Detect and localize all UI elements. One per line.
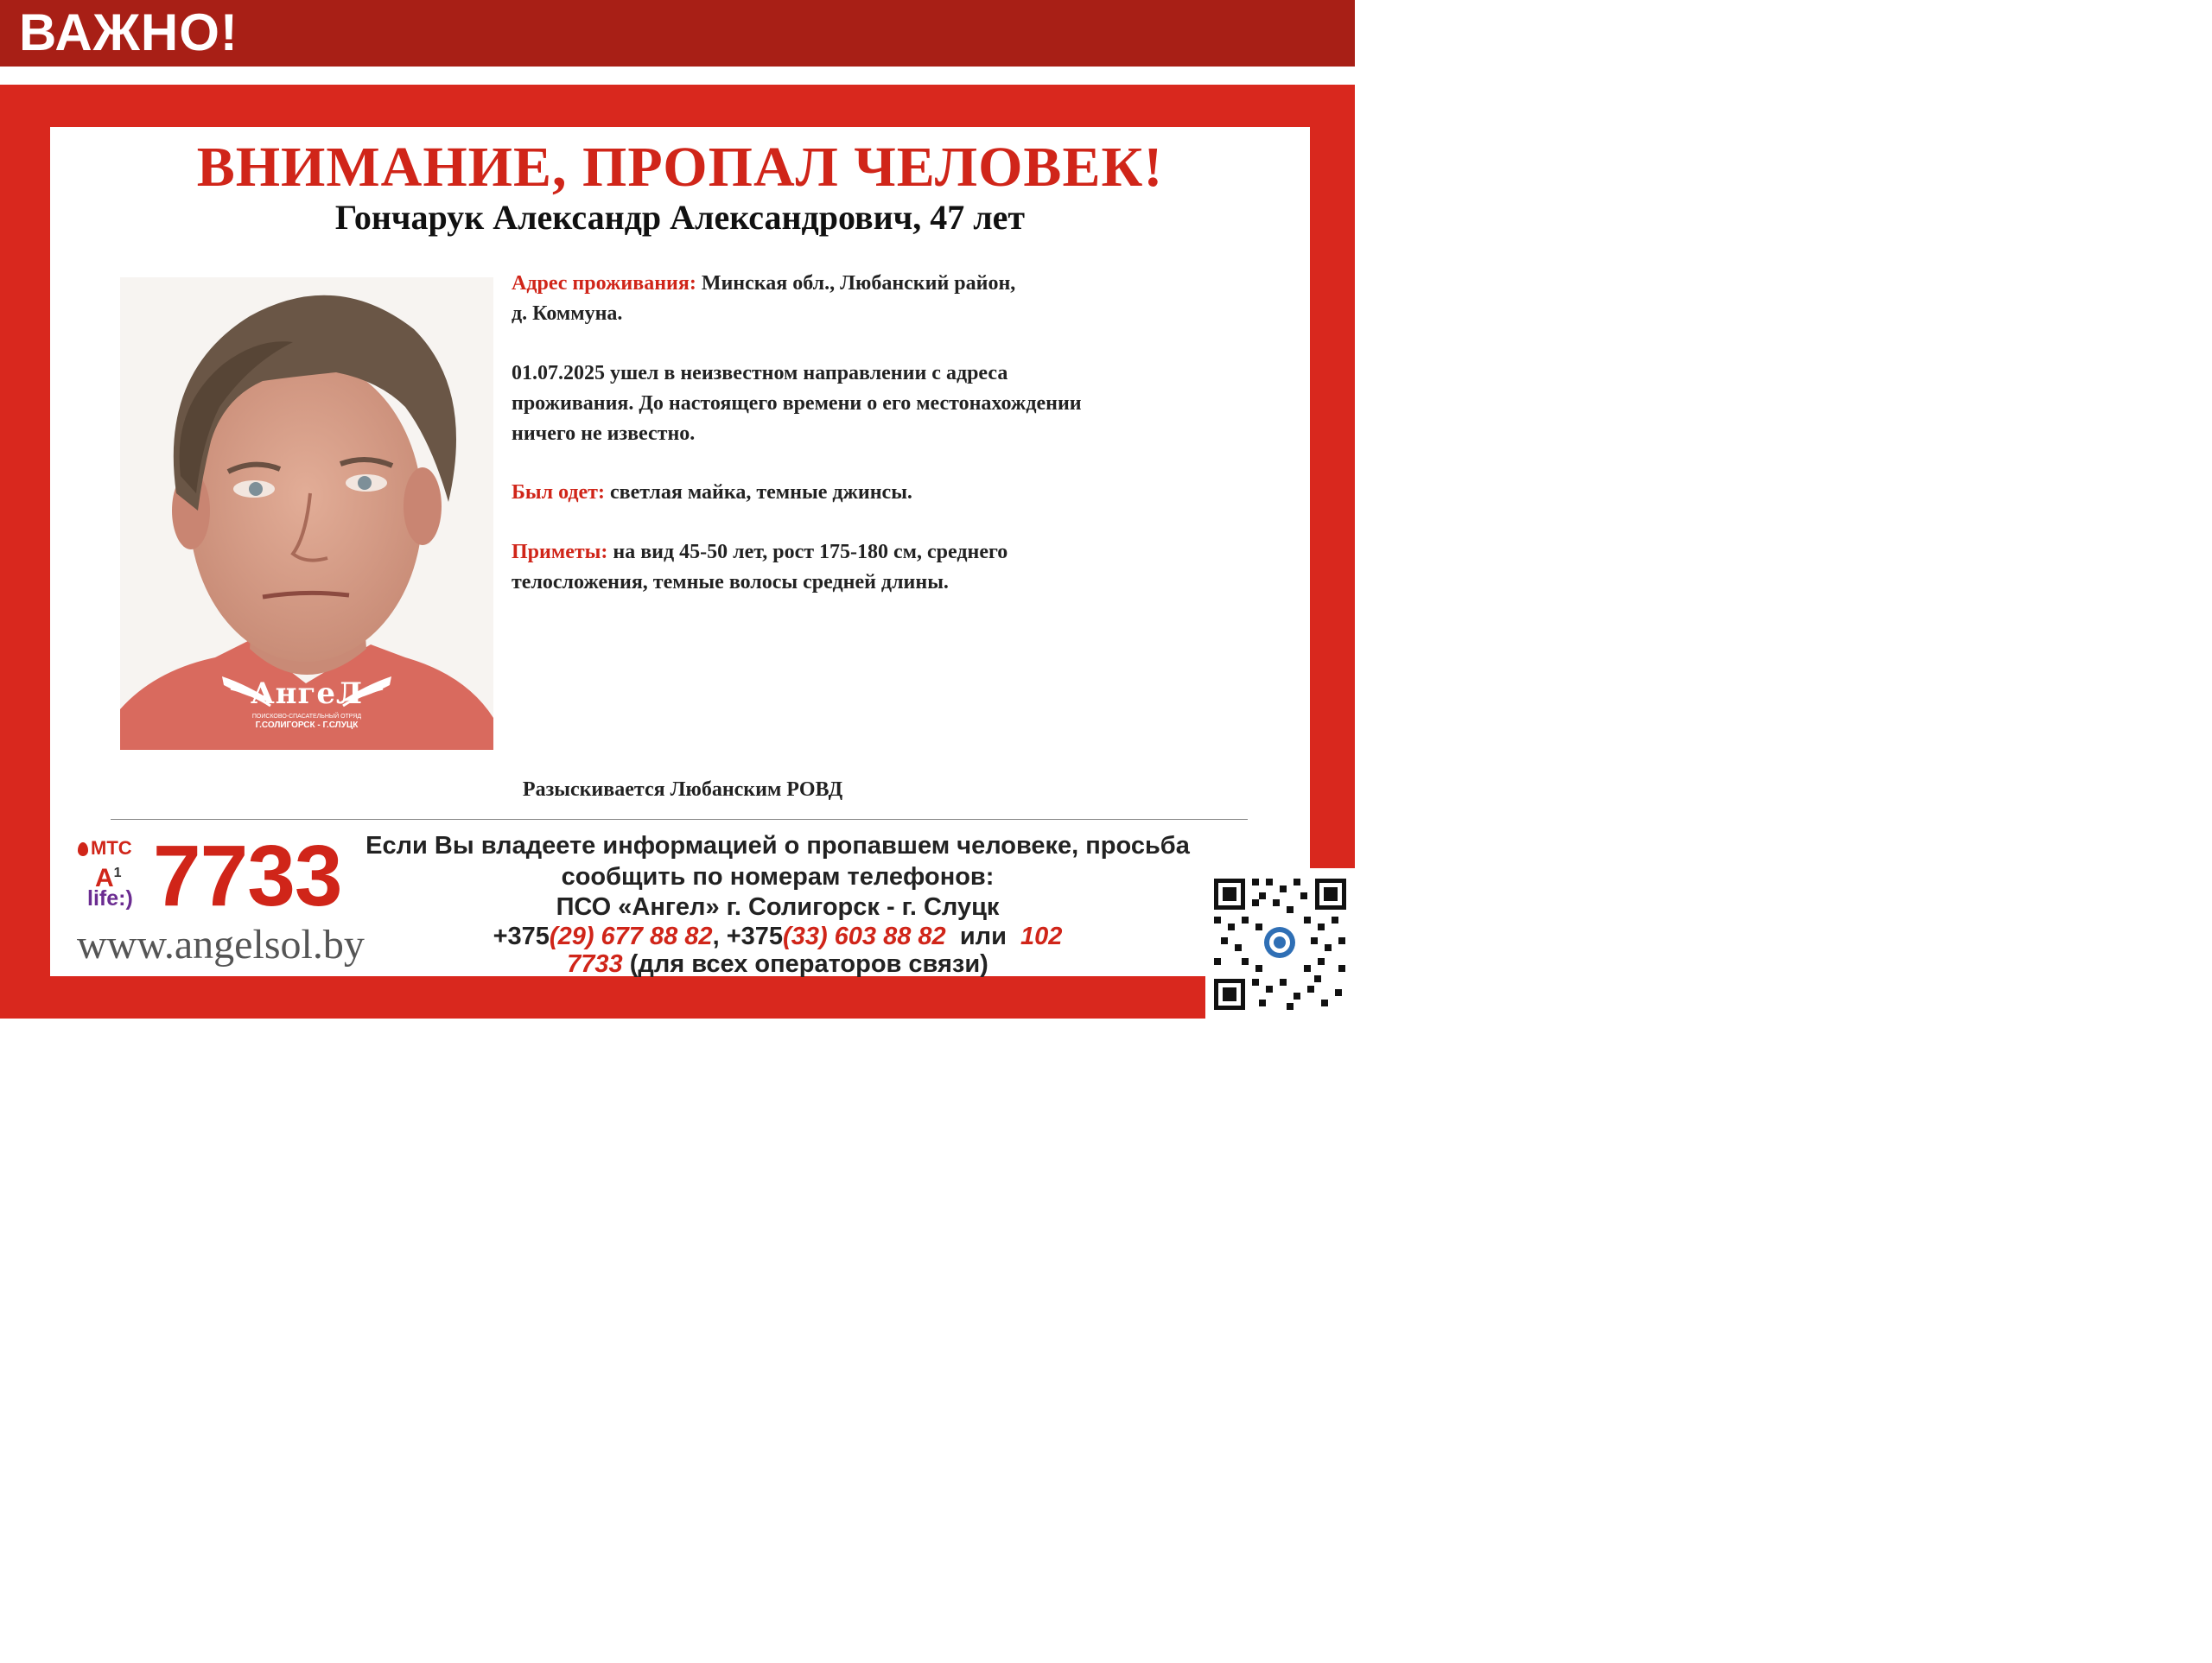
contact-short xyxy=(346,949,1210,980)
clothes-label: Был одет: xyxy=(512,481,605,504)
mts-egg-icon xyxy=(78,842,88,856)
qr-code[interactable] xyxy=(1205,868,1355,1019)
angel-logo-cities: Г.СОЛИГОРСК - Г.СЛУЦК xyxy=(255,720,359,730)
contact-line-1: Если Вы владеете информацией о пропавшем человеке, просьба xyxy=(365,832,1190,860)
info-clothes xyxy=(512,478,1289,508)
phone-1-prefix: +375 xyxy=(493,923,550,950)
mts-label: МТС xyxy=(91,837,132,859)
person-photo xyxy=(120,277,493,750)
address-value-1: Минская обл., Любанский район, xyxy=(701,272,1016,295)
info-event xyxy=(512,359,1289,449)
short-number-inline[interactable]: 7733 xyxy=(567,950,623,978)
event-line-3: ничего не известно. xyxy=(512,422,696,445)
info-address xyxy=(512,269,1289,329)
contact-line-3: ПСО «Ангел» г. Солигорск - г. Слуцк xyxy=(556,893,1000,921)
divider xyxy=(111,819,1248,820)
banner-label: ВАЖНО! xyxy=(19,3,238,61)
contact-line-2: сообщить по номерам телефонов: xyxy=(561,863,995,891)
qr-code-icon xyxy=(1205,868,1355,1019)
phone-2-prefix: +375 xyxy=(726,923,784,950)
a1-sup: 1 xyxy=(113,866,122,880)
person-name: Гончарук Александр Александрович, 47 лет xyxy=(334,198,1026,237)
website-link[interactable]: www.angelsol.by xyxy=(77,922,365,968)
emergency-number[interactable]: 102 xyxy=(1020,923,1063,950)
angel-logo xyxy=(213,668,400,730)
event-line-2: проживания. До настоящего времени о его местонахождении xyxy=(512,392,1082,415)
signs-value-1: на вид 45-50 лет, рост 175-180 см, среднего xyxy=(613,541,1008,563)
address-label: Адрес проживания: xyxy=(512,272,696,295)
phone-1-number[interactable]: (29) 677 88 82 xyxy=(549,923,713,950)
signs-value-2: телосложения, темные волосы средней длины. xyxy=(512,571,949,593)
signs-label: Приметы: xyxy=(512,541,608,563)
operators-note: (для всех операторов связи) xyxy=(629,950,988,978)
phone-separator: , xyxy=(712,923,727,950)
address-value-2: д. Коммуна. xyxy=(512,302,623,325)
short-number: 7733 xyxy=(153,828,342,924)
or-word: или xyxy=(959,923,1007,950)
wanted-by: Разыскивается Любанским РОВД xyxy=(522,778,843,801)
angel-logo-text: АнгеЛ xyxy=(250,676,364,711)
phone-2-number[interactable]: (33) 603 88 82 xyxy=(783,923,946,950)
event-line-1: 01.07.2025 ушел в неизвестном направлении с адреса xyxy=(512,362,1008,384)
a1-label: A xyxy=(95,864,114,892)
clothes-value: светлая майка, темные джинсы. xyxy=(609,481,912,504)
angel-logo-subtitle: ПОИСКОВО-СПАСАТЕЛЬНЫЙ ОТРЯД xyxy=(251,714,362,720)
contact-phones xyxy=(346,921,1210,952)
mts-logo xyxy=(78,837,132,860)
life-logo: life:) xyxy=(87,886,133,911)
info-signs xyxy=(512,537,1289,598)
headline: ВНИМАНИЕ, ПРОПАЛ ЧЕЛОВЕК! xyxy=(196,136,1164,199)
